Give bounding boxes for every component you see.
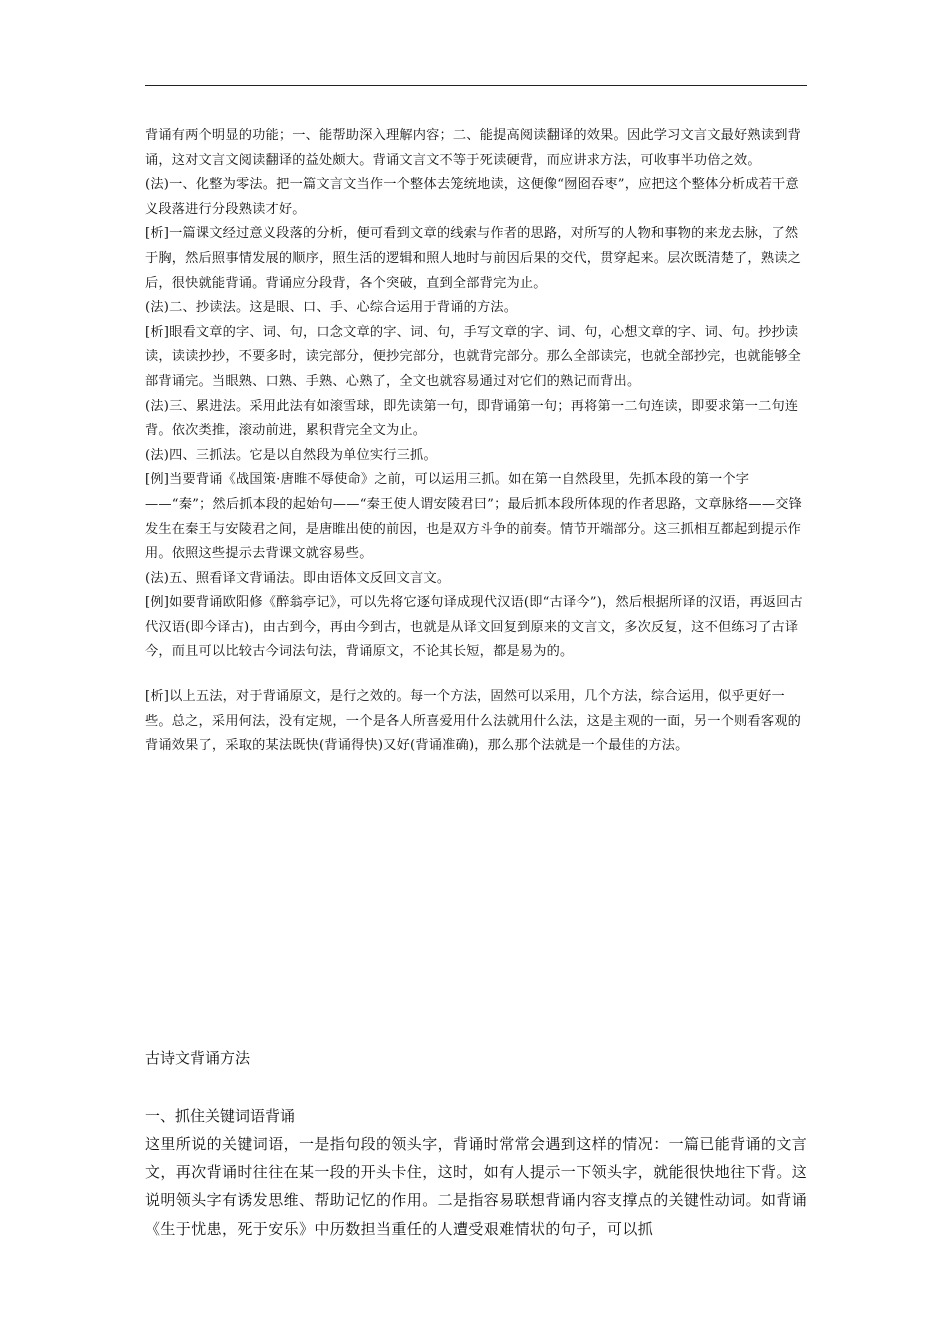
- paragraph-analysis-1: [析]一篇课文经过意义段落的分析，便可看到文章的线索与作者的思路，对所写的人物和事物的来龙去脉，了然于胸，然后照事情发展的顺序，照生活的逻辑和照人地时与前因后果的交代，贯穿起来。层次既清楚了，熟读之后，很快就能背诵。背诵应分段背，各个突破，直到全部背完为止。: [145, 226, 801, 291]
- section-subtitle: 一、抓住关键词语背诵: [145, 1107, 296, 1125]
- paragraph-intro: 背诵有两个明显的功能；一、能帮助深入理解内容；二、能提高阅读翻译的效果。因此学习文言文最好熟读到背诵，这对文言文阅读翻译的益处颇大。背诵文言文不等于死读硬背，而应讲求方法，可收事半功倍之效。: [145, 128, 801, 168]
- paragraph-analysis-2: [析]眼看文章的字、词、句，口念文章的字、词、句，手写文章的字、词、句，心想文章的字、词、句。抄抄读读，读读抄抄，不要多时，读完部分，便抄完部分，也就背完部分。那么全部读完，也就全部抄完，也就能够全部背诵完。当眼熟、口熟、手熟、心熟了，全文也就容易通过对它们的熟记而背出。: [145, 324, 801, 389]
- section-methods: [145, 124, 811, 759]
- paragraph-example-4: [例]当要背诵《战国策·唐睢不辱使命》之前，可以运用三抓。如在第一自然段里，先抓本段的第一个字——“秦”；然后抓本段的起始句——“秦王使人谓安陵君曰”；最后抓本段所体现的作者思路，文章脉络——交锋发生在秦王与安陵君之间，是唐睢出使的前因，也是双方斗争的前奏。情节开端部分。这三抓相互都起到提示作用。依照这些提示去背课文就容易些。: [145, 472, 802, 562]
- paragraph-method-3: (法)三、累进法。采用此法有如滚雪球，即先读第一句，即背诵第一句；再将第一二句连读，即要求第一二句连背。依次类推，滚动前进，累积背完全文为止。: [145, 398, 799, 439]
- paragraph-method-5: (法)五、照看译文背诵法。即由语体文反回文言文。: [145, 570, 451, 586]
- section-title: 古诗文背诵方法: [145, 1049, 251, 1067]
- paragraph-method-2: (法)二、抄读法。这是眼、口、手、心综合运用于背诵的方法。: [145, 300, 518, 316]
- paragraph-example-5: [例]如要背诵欧阳修《醉翁亭记》，可以先将它逐句译成现代汉语(即“古译今”)，然后根据所译的汉语，再返回古代汉语(即今译古)，由古到今，再由今到古，也就是从译文回复到原来的文言文，多次反复，这不但练习了古译今，而且可以比较古今词法句法，背诵原文，不论其长短，都是易为的。: [145, 595, 803, 660]
- paragraph-method-1: (法)一、化整为零法。把一篇文言文当作一个整体去笼统地读，这便像“囫囵吞枣”，应把这个整体分析成若干意义段落进行分段熟读才好。: [145, 177, 799, 217]
- paragraph-summary: [析]以上五法，对于背诵原文，是行之效的。每一个方法，固然可以采用，几个方法，综合运用，似乎更好一些。总之，采用何法，没有定规，一个是各人所喜爱用什么法就用什么法，这是主观的一面，另一个则看客观的背诵效果了，采取的某法既快(背诵得快)又好(背诵准确)，那么那个法就是一个最佳的方法。: [145, 689, 801, 754]
- header-rule: [145, 85, 807, 86]
- section-recitation: [145, 1044, 811, 1243]
- paragraph-method-4: (法)四、三抓法。它是以自然段为单位实行三抓。: [145, 447, 437, 463]
- paragraph-keywords: 这里所说的关键词语，一是指句段的领头字，背诵时常常会遇到这样的情况：一篇已能背诵的文言文，再次背诵时往往在某一段的开头卡住，这时，如有人提示一下领头字，就能很快地往下背。这说明领头字有诱发思维、帮助记忆的作用。二是指容易联想背诵内容支撑点的关键性动词。如背诵《生于忧患，死于安乐》中历数担当重任的人遭受艰难情状的句子，可以抓: [145, 1135, 808, 1238]
